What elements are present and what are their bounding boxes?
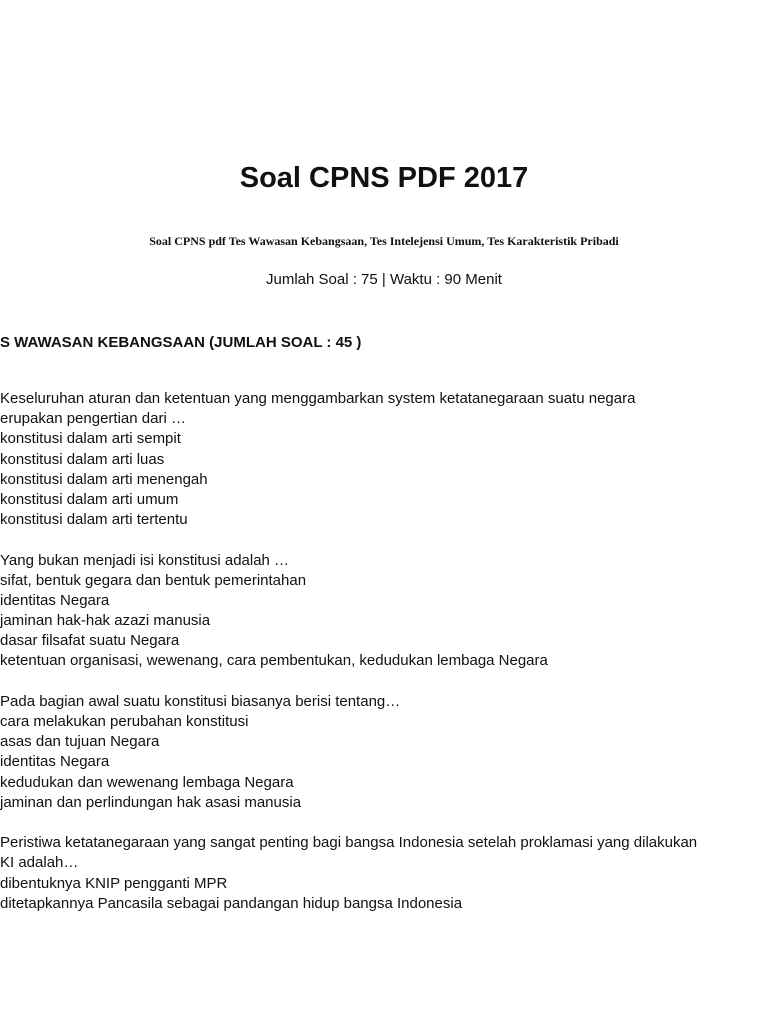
question-stem-line: Pada bagian awal suatu konstitusi biasanya berisi tentang… bbox=[0, 692, 401, 710]
answer-option: identitas Negara bbox=[0, 591, 110, 609]
answer-option: asas dan tujuan Negara bbox=[0, 733, 160, 751]
answer-option: konstitusi dalam arti umum bbox=[0, 490, 179, 508]
document-subtitle: Soal CPNS pdf Tes Wawasan Kebangsaan, Tes Intelejensi Umum, Tes Karakteristik Pribadi bbox=[149, 234, 619, 248]
answer-option: jaminan hak-hak azazi manusia bbox=[0, 612, 211, 630]
question-item bbox=[0, 389, 768, 530]
question-stem-line: KI adalah… bbox=[0, 854, 79, 872]
answer-option: ketentuan organisasi, wewenang, cara pembentukan, kedudukan lembaga Negara bbox=[0, 652, 548, 670]
answer-option: cara melakukan perubahan konstitusi bbox=[0, 713, 249, 730]
exam-meta: Jumlah Soal : 75 | Waktu : 90 Menit bbox=[266, 271, 502, 288]
question-stem-line: Keseluruhan aturan dan ketentuan yang menggambarkan system ketatanegaraan suatu negara bbox=[0, 390, 636, 407]
question-item bbox=[0, 551, 768, 672]
question-stem-line: Yang bukan menjadi isi konstitusi adalah … bbox=[0, 551, 290, 569]
answer-option: konstitusi dalam arti luas bbox=[0, 450, 165, 468]
answer-option: jaminan dan perlindungan hak asasi manusia bbox=[0, 793, 302, 811]
answer-option: dibentuknya KNIP pengganti MPR bbox=[0, 874, 228, 892]
answer-option: konstitusi dalam arti sempit bbox=[0, 430, 181, 448]
document-title: Soal CPNS PDF 2017 bbox=[239, 162, 529, 194]
question-stem-line: Peristiwa ketatanegaraan yang sangat penting bagi bangsa Indonesia setelah proklamasi yang dilakukan bbox=[0, 834, 698, 852]
section-heading: S WAWASAN KEBANGSAAN (JUMLAH SOAL : 45 ) bbox=[0, 334, 362, 351]
answer-option: identitas Negara bbox=[0, 753, 110, 771]
question-item bbox=[0, 833, 768, 914]
answer-option: kedudukan dan wewenang lembaga Negara bbox=[0, 773, 294, 791]
answer-option: konstitusi dalam arti tertentu bbox=[0, 511, 188, 529]
question-list bbox=[0, 389, 768, 934]
answer-option: konstitusi dalam arti menengah bbox=[0, 470, 208, 488]
answer-option: sifat, bentuk gegara dan bentuk pemerintahan bbox=[0, 571, 307, 589]
question-stem-line: erupakan pengertian dari … bbox=[0, 410, 186, 428]
question-item bbox=[0, 692, 768, 813]
answer-option: dasar filsafat suatu Negara bbox=[0, 632, 180, 650]
answer-option: ditetapkannya Pancasila sebagai pandangan hidup bangsa Indonesia bbox=[0, 894, 463, 912]
